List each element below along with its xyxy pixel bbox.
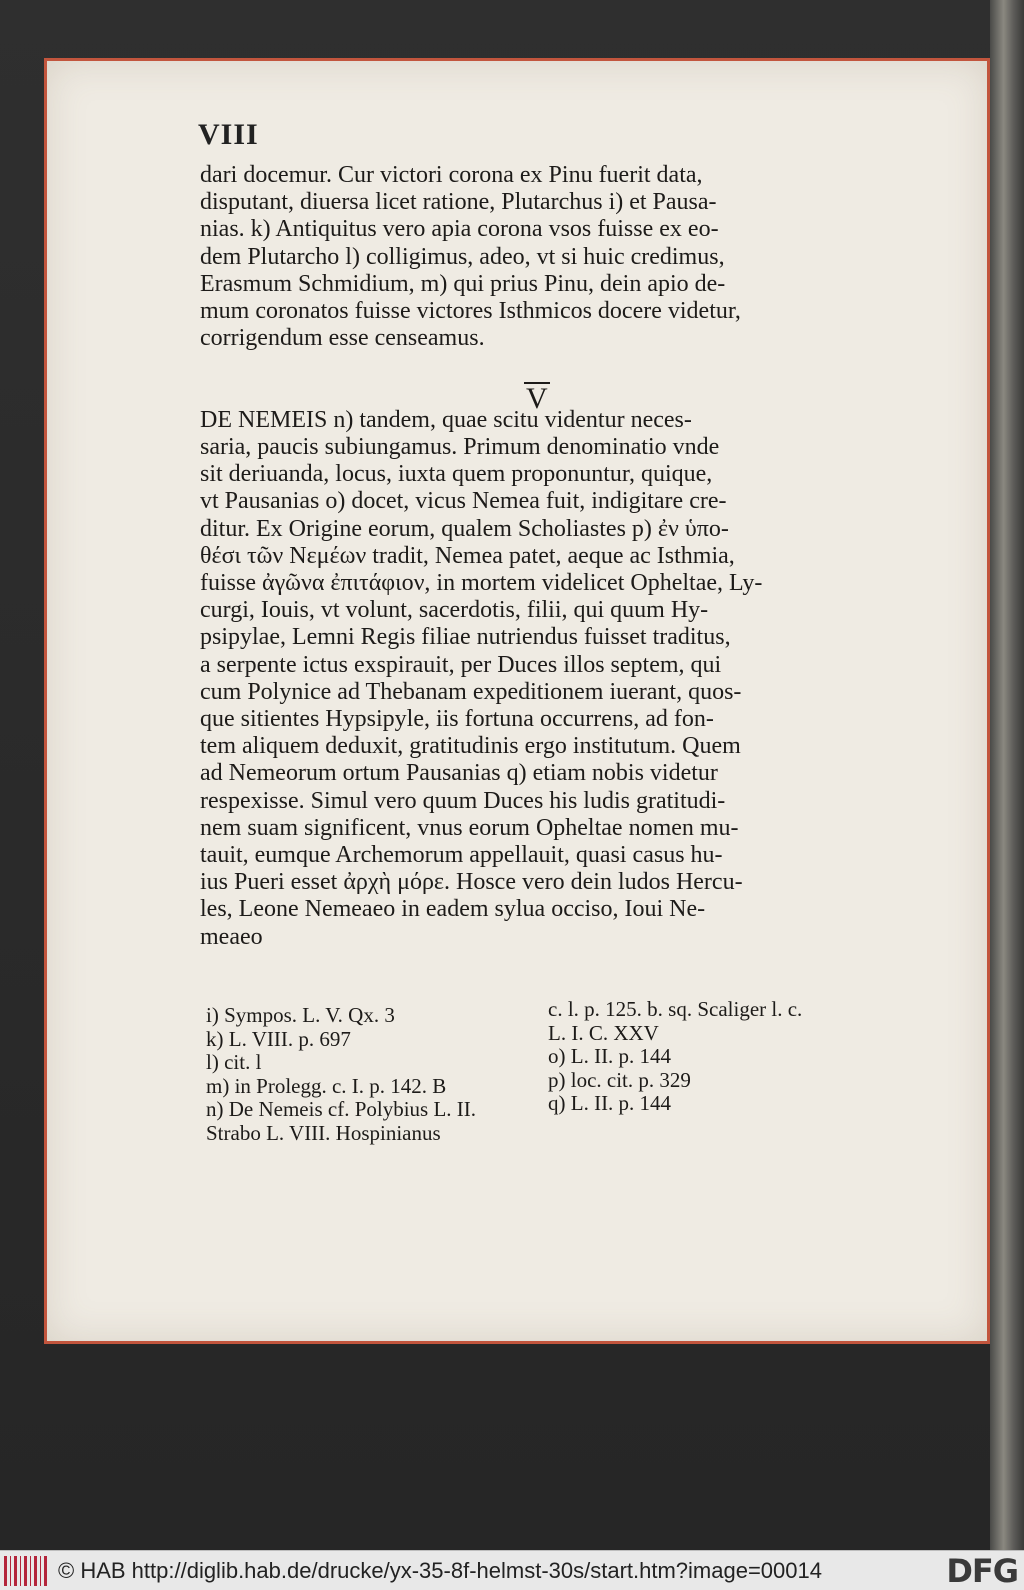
footnote: p) loc. cit. p. 329 xyxy=(548,1067,691,1092)
body-line: θέσι τῶν Νεμέων tradit, Nemea patet, aeque ac Isthmia, xyxy=(200,542,735,569)
body-line: disputant, diuersa licet ratione, Plutarchus i) et Pausa- xyxy=(200,189,717,216)
footnote: n) De Nemeis cf. Polybius L. II. xyxy=(206,1097,477,1121)
body-line: ius Pueri esset ἀρχὴ μόρε. Hosce vero dein ludos Hercu- xyxy=(200,869,743,896)
page-number: VIII xyxy=(198,118,259,151)
body-line: ad Nemeorum ortum Pausanias q) etiam nobis videtur xyxy=(200,760,718,787)
body-line: vt Pausanias o) docet, vicus Nemea fuit, indigitare cre- xyxy=(200,488,727,515)
footnotes-right xyxy=(548,998,878,1116)
body-line: DE NEMEIS n) tandem, quae scitu videntur neces- xyxy=(200,406,692,433)
body-line: meaeo xyxy=(200,923,263,950)
body-line: a serpente ictus exspirauit, per Duces illos septem, qui xyxy=(200,651,722,678)
body-line: Erasmum Schmidium, m) qui prius Pinu, dein apio de- xyxy=(200,270,726,297)
barcode-icon xyxy=(4,1556,48,1586)
body-line: curgi, Iouis, vt volunt, sacerdotis, filii, qui quum Hy- xyxy=(200,597,709,624)
footer-bar xyxy=(0,1550,1024,1590)
body-line: sit deriuanda, locus, iuxta quem proponuntur, quique, xyxy=(200,461,713,488)
body-line: nem suam significent, vnus eorum Opheltae nomen mu- xyxy=(200,814,739,841)
body-line: dem Plutarcho l) colligimus, adeo, vt si huic credimus, xyxy=(200,243,725,270)
body-line: dari docemur. Cur victori corona ex Pinu fuerit data, xyxy=(200,162,703,188)
body-line: tem aliquem deduxit, gratitudinis ergo institutum. Quem xyxy=(200,733,741,760)
footnote: c. l. p. 125. b. sq. Scaliger l. c. xyxy=(548,997,803,1021)
body-line xyxy=(200,352,868,379)
footer-credit[interactable]: © HAB http://diglib.hab.de/drucke/yx-35-8f-helmst-30s/start.htm?image=00014 xyxy=(58,1557,822,1583)
body-text xyxy=(200,162,868,951)
footnote: m) in Prolegg. c. I. p. 142. B xyxy=(206,1073,447,1098)
section-mark: V xyxy=(526,382,548,415)
footnote: Strabo L. VIII. Hospinianus xyxy=(206,1120,441,1145)
body-line: psipylae, Lemni Regis filiae nutriendus fuisset traditus, xyxy=(200,624,731,651)
body-line: les, Leone Nemeaeo in eadem sylua occiso, Ioui Ne- xyxy=(200,896,706,923)
dfg-logo: DFG xyxy=(946,1552,1018,1590)
footnote: l) cit. l xyxy=(206,1050,262,1074)
body-line: tauit, eumque Archemorum appellauit, quasi casus hu- xyxy=(200,842,723,869)
body-line: fuisse ἀγῶνα ἐπιτάφιον, in mortem videlicet Opheltae, Ly- xyxy=(200,570,763,597)
body-line: ditur. Ex Origine eorum, qualem Scholiastes p) ἐν ὑπο- xyxy=(200,515,729,542)
footnote: o) L. II. p. 144 xyxy=(548,1044,672,1068)
body-line: saria, paucis subiungamus. Primum denominatio vnde xyxy=(200,434,720,461)
body-line: mum coronatos fuisse victores Isthmicos docere videtur, xyxy=(200,298,741,325)
body-line: corrigendum esse censeamus. xyxy=(200,325,485,352)
book-edge xyxy=(990,0,1024,1550)
footnote: q) L. II. p. 144 xyxy=(548,1091,672,1115)
footnotes-left xyxy=(206,1004,546,1145)
body-line: que sitientes Hypsipyle, iis fortuna occurrens, ad fon- xyxy=(200,706,714,733)
footnote: i) Sympos. L. V. Qx. 3 xyxy=(206,1003,395,1027)
body-line: respexisse. Simul vero quum Duces his ludis gratitudi- xyxy=(200,787,726,814)
footnote: k) L. VIII. p. 697 xyxy=(206,1026,351,1051)
body-line: nias. k) Antiquitus vero apia corona vsos fuisse ex eo- xyxy=(200,216,719,243)
body-line: cum Polynice ad Thebanam expeditionem iuerant, quos- xyxy=(200,678,742,705)
footnote: L. I. C. XXV xyxy=(548,1020,659,1045)
